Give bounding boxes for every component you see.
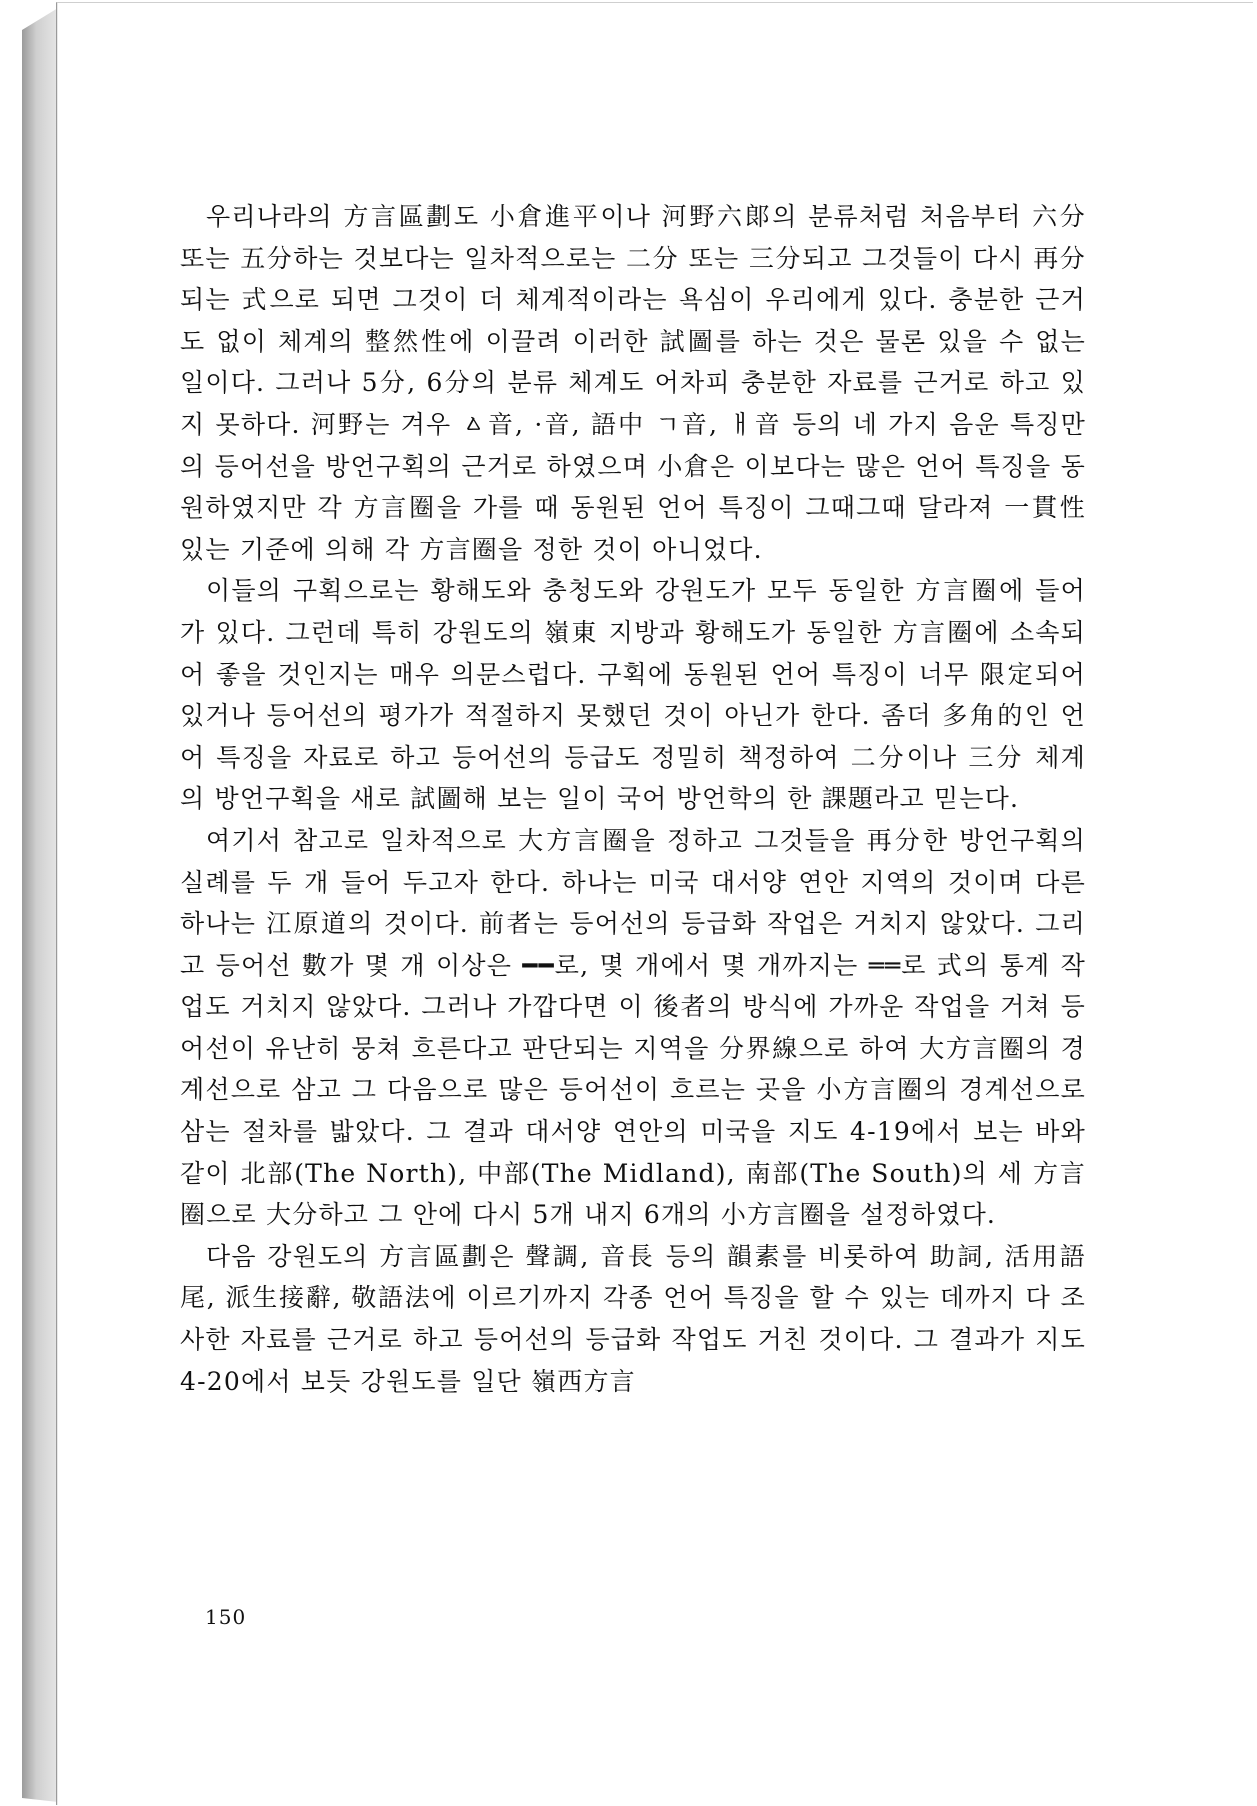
paragraph-1: 우리나라의 方言區劃도 小倉進平이나 河野六郞의 분류처럼 처음부터 六分 또는 五分하는 것보다는 일차적으로는 二分 또는 三分되고 그것들이 다시 再分되는 式으로 되면 그것이 더 체계적이라는 욕심이 우리에게 있다. 충분한 근거도 없이 체계의 整然性에 이끌려 이러한 試圖를 하는 것은 물론 있을 수 없는 일이다. 그러나 5分, 6分의 분류 체계도 어차피 충분한 자료를 근거로 하고 있지 못하다. 河野는 겨우 ㅿ音, ·音, 語中 ㄱ音, ㅐ音 등의 네 가지 음운 특징만의 등어선을 방언구획의 근거로 하였으며 小倉은 이보다는 많은 언어 특징을 동원하였지만 각 方言圈을 가를 때 동원된 언어 특징이 그때그때 달라져 一貫性 있는 기준에 의해 각 方言圈을 정한 것이 아니었다.: [180, 202, 1086, 564]
body-text: [180, 196, 1086, 1402]
paragraph-2: 이들의 구획으로는 황해도와 충청도와 강원도가 모두 동일한 方言圈에 들어가 있다. 그런데 특히 강원도의 嶺東 지방과 황해도가 동일한 方言圈에 소속되어 좋을 것인지는 매우 의문스럽다. 구획에 동원된 언어 특징이 너무 限定되어 있거나 등어선의 평가가 적절하지 못했던 것이 아닌가 한다. 좀더 多角的인 언어 특징을 자료로 하고 등어선의 등급도 정밀히 책정하여 二分이나 三分 체계의 방언구획을 새로 試圖해 보는 일이 국어 방언학의 한 課題라고 믿는다.: [180, 576, 1086, 814]
paragraph-3: 여기서 참고로 일차적으로 大方言圈을 정하고 그것들을 再分한 방언구획의 실례를 두 개 들어 두고자 한다. 하나는 미국 대서양 연안 지역의 것이며 다른 하나는 江原道의 것이다. 前者는 등어선의 등급화 작업은 거치지 않았다. 그리고 등어선 數가 몇 개 이상은 ━━로, 몇 개에서 몇 개까지는 ══로 式의 통계 작업도 거치지 않았다. 그러나 가깝다면 이 後者의 방식에 가까운 작업을 거쳐 등어선이 유난히 뭉쳐 흐른다고 판단되는 지역을 分界線으로 하여 大方言圈의 경계선으로 삼고 그 다음으로 많은 등어선이 흐르는 곳을 小方言圈의 경계선으로 삼는 절차를 밟았다. 그 결과 대서양 연안의 미국을 지도 4-19에서 보는 바와 같이 北部(The North), 中部(The Midland), 南部(The South)의 세 方言圈으로 大分하고 그 안에 다시 5개 내지 6개의 小方言圈을 설정하였다.: [180, 825, 1086, 1230]
paragraph-4: 다음 강원도의 方言區劃은 聲調, 音長 등의 韻素를 비롯하여 助詞, 活用語尾, 派生接辭, 敬語法에 이르기까지 각종 언어 특징을 할 수 있는 데까지 다 조사한 자료를 근거로 하고 등어선의 등급화 작업도 거친 것이다. 그 결과가 지도 4-20에서 보듯 강원도를 일단 嶺西方言: [180, 1241, 1086, 1396]
page-number: 150: [205, 1605, 247, 1629]
book-spine: [22, 8, 58, 1802]
